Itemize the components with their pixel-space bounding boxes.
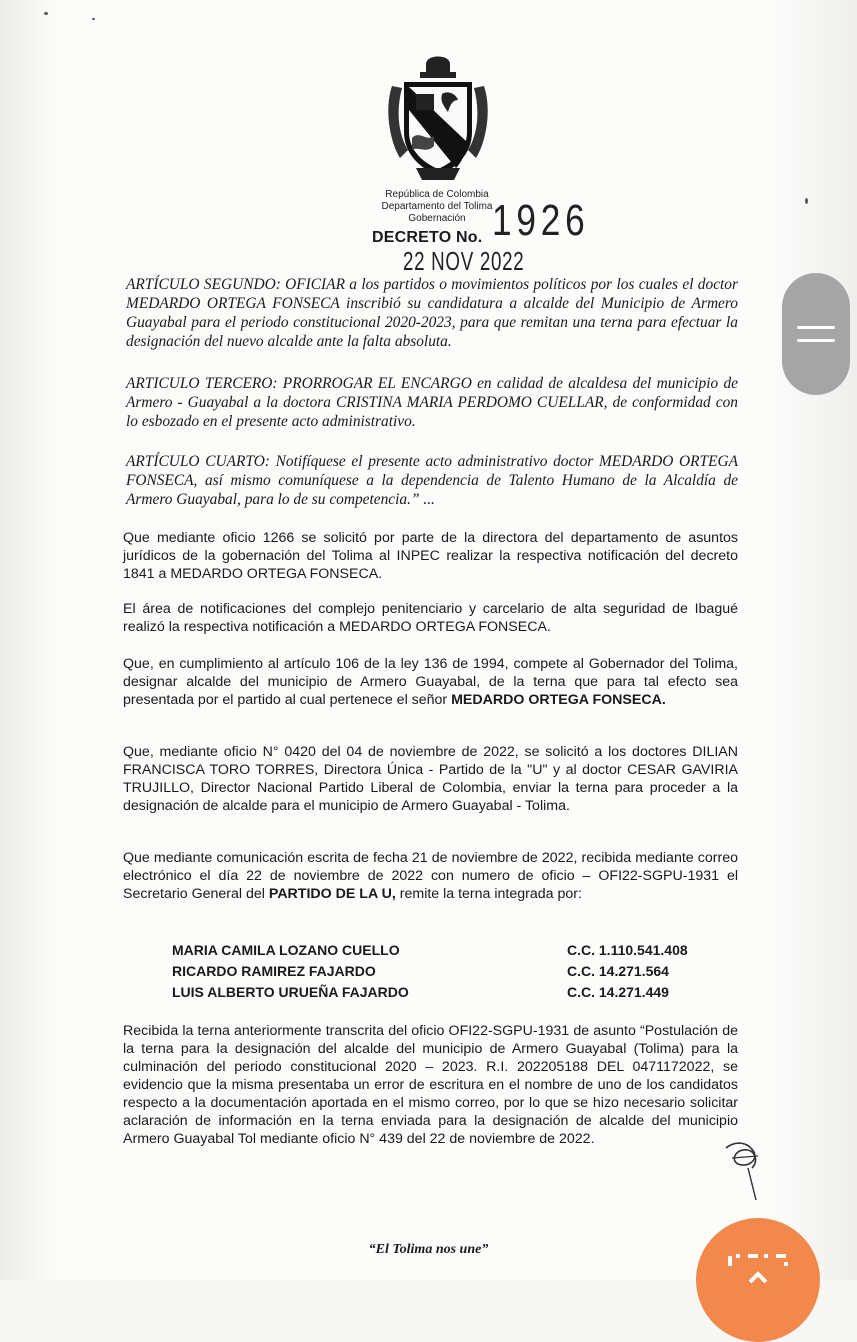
paragraph-comunicacion-bold: PARTIDO DE LA U, <box>268 886 396 902</box>
republica-label: República de Colombia <box>385 189 489 200</box>
terna-row <box>172 961 712 982</box>
paragraph-comunicacion <box>123 849 738 903</box>
handle-line-icon <box>797 326 835 329</box>
article-segundo: ARTÍCULO SEGUNDO: OFICIAR a los partidos o movimientos políticos por los cuales el doctor MEDARDO ORTEGA FONSECA inscribió su candidatura a alcalde del Municipio de Armero Guayabal para el periodo constitucional 2020-2023, para que remitan una terna para efectuar la designación del nuevo alcalde ante la falta absoluta. <box>126 276 738 350</box>
decreto-number: 1926 <box>492 196 590 245</box>
terna-row <box>172 940 712 961</box>
tolima-coat-of-arms-icon <box>386 50 490 186</box>
institution-header <box>370 189 504 225</box>
terna-cc: C.C. 14.271.449 <box>567 984 669 1000</box>
terna-row <box>172 982 712 1003</box>
paragraph-ley-136 <box>123 655 738 709</box>
terna-list <box>172 940 712 1003</box>
article-cuarto: ARTÍCULO CUARTO: Notifíquese el presente acto administrativo doctor MEDARDO ORTEGA FONSECA, así mismo comuníquese a la dependencia de Talento Humano de la Alcaldía de Armero Guayabal, para lo de su competencia.” ... <box>126 453 738 508</box>
scan-speck <box>805 198 808 204</box>
paragraph-notificacion: El área de notificaciones del complejo penitenciario y carcelario de alta seguridad de Ibagué realizó la respectiva notificación a MEDARDO ORTEGA FONSECA. <box>123 601 738 635</box>
paragraph-recibida-terna: Recibida la terna anteriormente transcrita del oficio OFI22-SGPU-1931 de asunto “Postulación de la terna para la designación del alcalde del municipio de Armero Guayabal (Tolima) para la culminación del periodo constitucional 2020 – 2023. R.I. 202205188 DEL 0471172022, se evidencio que la misma presentaba un error de escritura en el nombre de uno de los candidatos respecto a la documentación aportada en el mismo correo, por lo que se hizo necesario solicitar aclaración de información en la terna enviada para la designación de alcalde del municipio Armero Guayabal Tol mediante oficio N° 439 del 22 de noviembre de 2022. <box>123 1023 738 1147</box>
paragraph-oficio-1266: Que mediante oficio 1266 se solicitó por parte de la directora del departamento de asuntos jurídicos de la gobernación del Tolima al INPEC realizar la respectiva notificación del decreto 1841 a MEDARDO ORTEGA FONSECA. <box>123 530 738 582</box>
departamento-label: Departamento del Tolima <box>381 201 493 212</box>
terna-cc: C.C. 1.110.541.408 <box>567 942 688 958</box>
signature-icon <box>718 1118 768 1202</box>
scan-action-button[interactable] <box>696 1218 820 1342</box>
gobernacion-label: Gobernación <box>408 213 466 224</box>
paragraph-comunicacion-end: remite la terna integrada por: <box>395 886 582 902</box>
paragraph-comunicacion-text: Que mediante comunicación escrita de fecha 21 de noviembre de 2022, recibida mediante correo electrónico el día 22 de noviembre de 2022 con numero de oficio – OFI22-SGPU-1931 el Secretario General del <box>123 850 738 902</box>
paragraph-oficio-0420: Que, mediante oficio N° 0420 del 04 de noviembre de 2022, se solicitó a los doctores DILIAN FRANCISCA TORO TORRES, Directora Única - Partido de la "U" y al doctor CESAR GAVIRIA TRUJILLO, Director Nacional Partido Liberal de Colombia, enviar la terna para proceder a la designación de alcalde para el municipio de Armero Guayabal - Tolima. <box>123 744 738 814</box>
decreto-date: 22 NOV 2022 <box>403 246 525 276</box>
footer-slogan: “El Tolima nos une” <box>368 1242 489 1257</box>
handle-line-icon <box>797 339 835 342</box>
terna-name: MARIA CAMILA LOZANO CUELLO <box>172 942 400 958</box>
scan-speck <box>92 18 95 20</box>
paragraph-ley-136-text: Que, en cumplimiento al artículo 106 de la ley 136 de 1994, compete al Gobernador del Tolima, designar alcalde del municipio de Armero Guayabal, de la terna que para tal efecto sea presentada por el partido al cual pertenece el señor <box>123 656 738 708</box>
terna-name: RICARDO RAMIREZ FAJARDO <box>172 963 376 979</box>
article-tercero: ARTICULO TERCERO: PRORROGAR EL ENCARGO en calidad de alcaldesa del municipio de Armero - Guayabal a la doctora CRISTINA MARIA PERDOMO CUELLAR, de conformidad con lo esbozado en el presente acto administrativo. <box>126 375 738 430</box>
decreto-label: DECRETO No. <box>372 229 483 246</box>
terna-name: LUIS ALBERTO URUEÑA FAJARDO <box>172 984 409 1000</box>
terna-cc: C.C. 14.271.564 <box>567 963 669 979</box>
scroll-handle[interactable] <box>782 273 850 395</box>
scan-speck <box>44 12 48 15</box>
scan-frame-icon <box>728 1252 788 1292</box>
paragraph-ley-136-bold: MEDARDO ORTEGA FONSECA. <box>451 692 666 708</box>
